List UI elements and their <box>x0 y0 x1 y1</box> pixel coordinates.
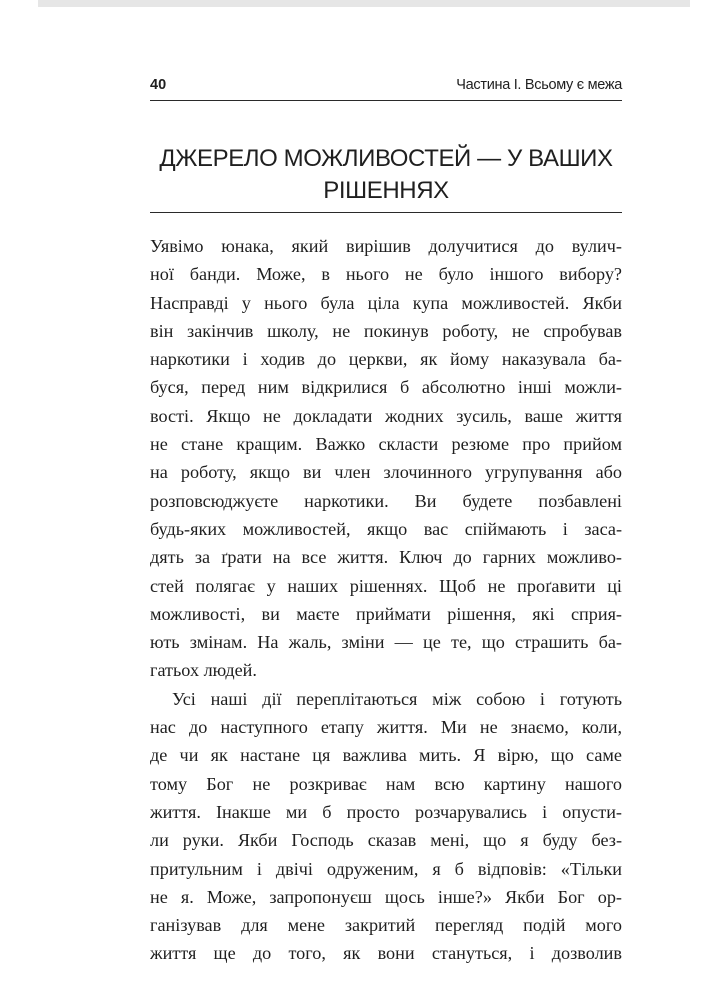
text-line: ють змінам. На жаль, зміни — це те, що страшить ба- <box>150 632 622 653</box>
text-line: дять за ґрати на все життя. Ключ до гарних можливо- <box>150 547 622 568</box>
top-edge-bar <box>38 0 690 7</box>
chapter-title-line: ДЖЕРЕЛО МОЖЛИВОСТЕЙ — У ВАШИХ <box>159 145 613 172</box>
text-line: ли руки. Якби Господь сказав мені, що я буду без- <box>150 830 622 851</box>
text-line: стей полягає у наших рішеннях. Щоб не проґавити ці <box>150 575 622 596</box>
text-line: розповсюджуєте наркотики. Ви будете позбавлені <box>150 490 622 511</box>
text-line: притульним і двічі одруженим, я б відповів: «Тільки <box>150 858 622 879</box>
text-line: на роботу, якщо ви член злочинного угрупування або <box>150 462 622 483</box>
running-head <box>150 72 622 100</box>
text-line: життя ще до того, як вони стануться, і дозволив <box>150 943 622 964</box>
text-line: ганізував для мене закритий перегляд подій мого <box>150 915 622 936</box>
body-text <box>150 232 622 968</box>
text-line: не я. Може, запропонуєш щось інше?» Якби Бог ор- <box>150 886 622 907</box>
text-line: Насправді у нього була ціла купа можливостей. Якби <box>150 292 622 313</box>
text-line: Уявімо юнака, який вирішив долучитися до вулич- <box>150 236 622 256</box>
header-rule <box>150 100 622 101</box>
text-line: ної банди. Може, в нього не було іншого вибору? <box>150 264 622 285</box>
paragraph-2 <box>150 685 622 968</box>
text-line: Усі наші дії переплітаються між собою і готують <box>172 688 622 709</box>
title-rule <box>150 212 622 213</box>
text-line: життя. Інакше ми б просто розчарувались і опусти- <box>150 801 622 822</box>
text-line: буся, перед ним відкрилися б абсолютно інші можли- <box>150 377 622 398</box>
paragraph-1 <box>150 232 622 685</box>
text-line: він закінчив школу, не покинув роботу, не спробував <box>150 320 622 341</box>
text-line: тому Бог не розкриває нам всю картину нашого <box>150 773 622 794</box>
text-line: можливості, ви маєте приймати рішення, які сприя- <box>150 603 622 624</box>
text-line: вості. Якщо не докладати жодних зусиль, ваше життя <box>150 405 622 426</box>
part-title: Частина І. Всьому є межа <box>456 77 622 93</box>
text-line: будь-яких можливостей, якщо вас спіймають і заса- <box>150 518 622 539</box>
page-number: 40 <box>150 77 167 93</box>
chapter-title-line: РІШЕННЯХ <box>323 177 449 204</box>
text-line: наркотики і ходив до церкви, як йому наказувала ба- <box>150 349 622 370</box>
chapter-title <box>150 143 622 207</box>
text-line: нас до наступного етапу життя. Ми не знаємо, коли, <box>150 717 622 738</box>
text-line: гатьох людей. <box>150 660 257 681</box>
text-line: не стане кращим. Важко скласти резюме про прийом <box>150 434 622 455</box>
text-line: де чи як настане ця важлива мить. Я вірю, що саме <box>150 745 622 766</box>
